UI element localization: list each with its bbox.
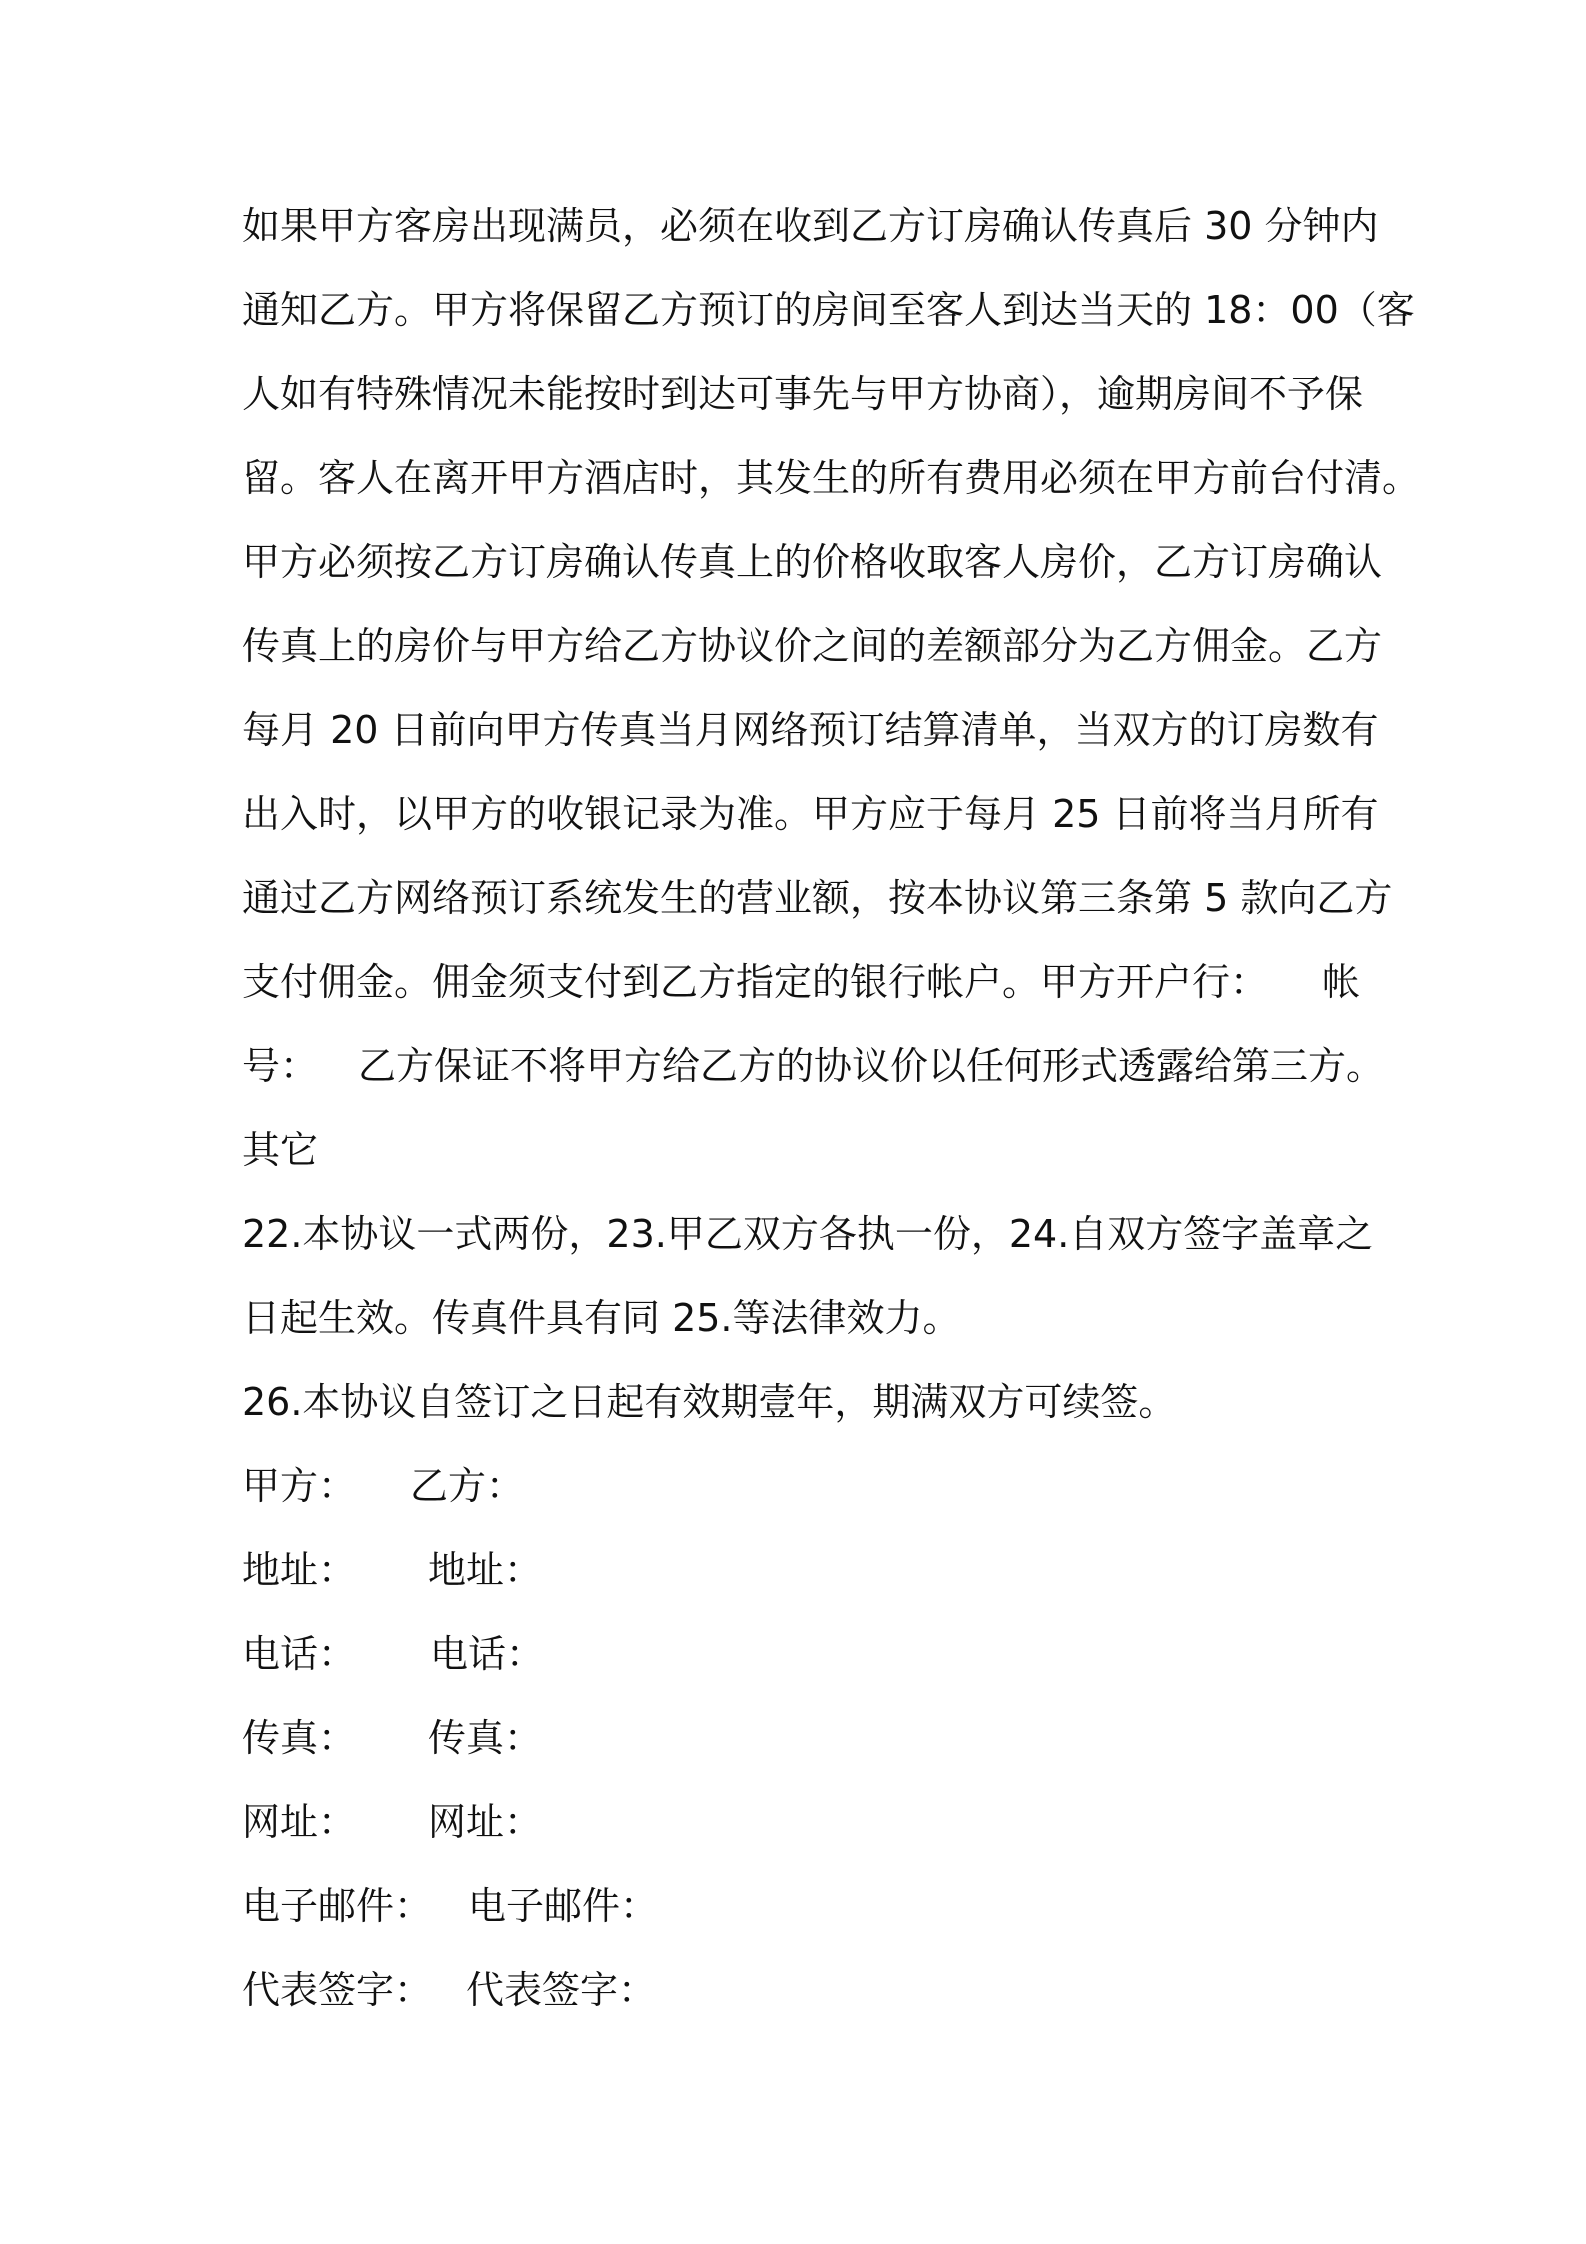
paragraph-line-account <box>242 1036 1384 1096</box>
paragraph-line: 人如有特殊情况未能按时到达可事先与甲方协商），逾期房间不予保 <box>242 372 1364 416</box>
paragraph-line: 通过乙方网络预订系统发生的营业额，按本协议第三条第 5 款向乙方 <box>242 876 1393 920</box>
clause-line: 26.本协议自签订之日起有效期壹年，期满双方可续签。 <box>242 1380 1177 1424</box>
paragraph-line-bank <box>242 952 1360 1012</box>
signature-row-phone <box>242 1624 842 1684</box>
account-label-start: 帐 <box>1321 960 1360 1004</box>
party-b-representative-label: 代表签字： <box>466 1968 657 2012</box>
party-a-phone-label: 电话： <box>242 1632 357 1676</box>
signature-row-fax <box>242 1708 842 1768</box>
party-a-address-label: 地址： <box>242 1548 357 1592</box>
bank-text: 支付佣金。佣金须支付到乙方指定的银行帐户。甲方开户行： <box>242 960 1269 1004</box>
paragraph-line: 传真上的房价与甲方给乙方协议价之间的差额部分为乙方佣金。乙方 <box>242 624 1383 668</box>
confidentiality-text: 乙方保证不将甲方给乙方的协议价以任何形式透露给第三方。 <box>358 1044 1385 1088</box>
section-heading-other: 其它 <box>242 1128 319 1172</box>
party-b-website-label: 网址： <box>428 1800 543 1844</box>
paragraph-line: 留。客人在离开甲方酒店时，其发生的所有费用必须在甲方前台付清。 <box>242 456 1421 500</box>
clause-line: 22.本协议一式两份，23.甲乙双方各执一份，24.自双方签字盖章之 <box>242 1212 1374 1256</box>
party-a-email-label: 电子邮件： <box>242 1884 433 1928</box>
paragraph-line: 甲方必须按乙方订房确认传真上的价格收取客人房价，乙方订房确认 <box>242 540 1383 584</box>
account-label-end: 号： <box>242 1044 319 1088</box>
paragraph-line: 每月 20 日前向甲方传真当月网络预订结算清单，当双方的订房数有 <box>242 708 1379 752</box>
clause-line: 日起生效。传真件具有同 25.等法律效力。 <box>242 1296 961 1340</box>
party-a-website-label: 网址： <box>242 1800 357 1844</box>
party-b-email-label: 电子邮件： <box>468 1884 659 1928</box>
paragraph-line: 如果甲方客房出现满员，必须在收到乙方订房确认传真后 30 分钟内 <box>242 204 1379 248</box>
signature-row-address <box>242 1540 842 1600</box>
signature-row-party <box>242 1456 842 1516</box>
party-a-label: 甲方： <box>242 1464 357 1508</box>
paragraph-line: 出入时，以甲方的收银记录为准。甲方应于每月 25 日前将当月所有 <box>242 792 1379 836</box>
paragraph-line: 通知乙方。甲方将保留乙方预订的房间至客人到达当天的 18：00（客 <box>242 288 1415 332</box>
party-b-fax-label: 传真： <box>428 1716 543 1760</box>
signature-row-website <box>242 1792 842 1852</box>
party-b-address-label: 地址： <box>428 1548 543 1592</box>
signature-row-representative <box>242 1960 942 2020</box>
party-b-label: 乙方： <box>410 1464 525 1508</box>
party-a-fax-label: 传真： <box>242 1716 357 1760</box>
party-b-phone-label: 电话： <box>430 1632 545 1676</box>
signature-row-email <box>242 1876 942 1936</box>
party-a-representative-label: 代表签字： <box>242 1968 433 2012</box>
